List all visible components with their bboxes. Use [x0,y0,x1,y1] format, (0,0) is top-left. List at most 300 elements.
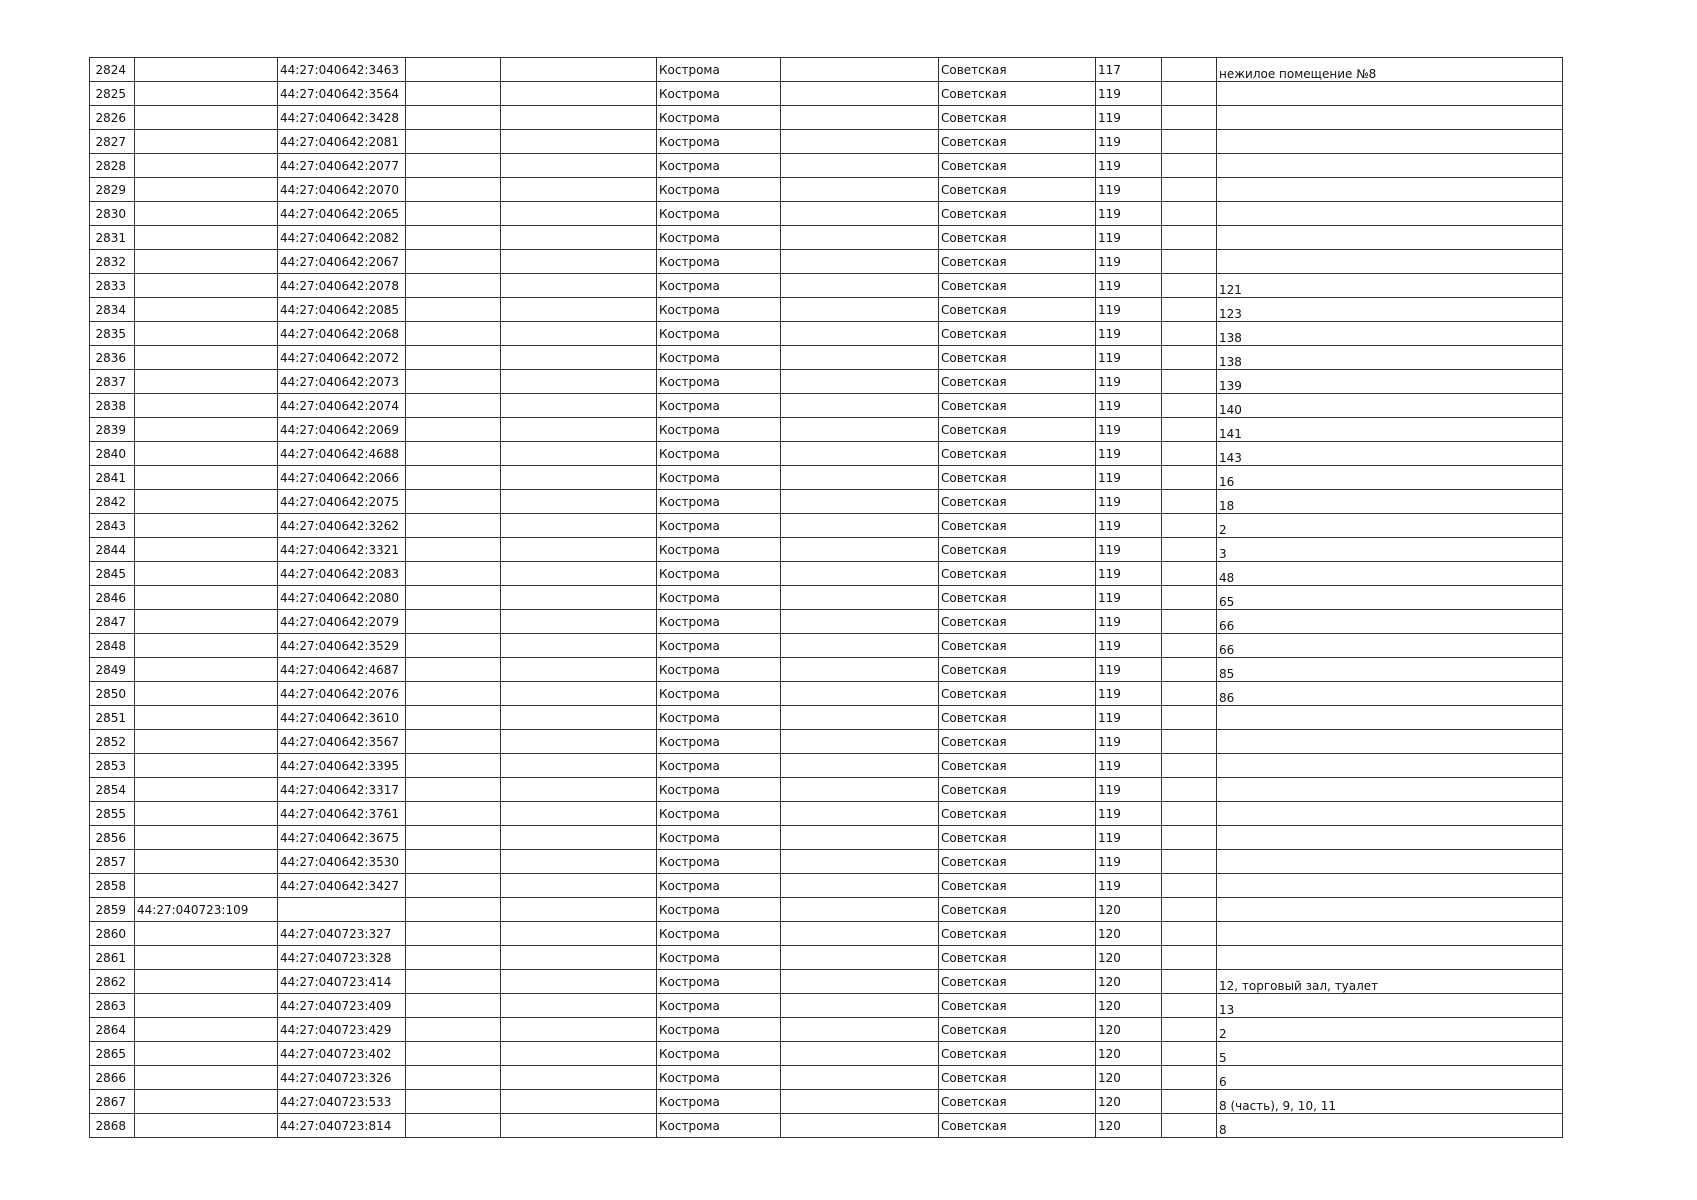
house-number-cell: 120 [1096,970,1162,994]
empty-cell [406,634,501,658]
row-number-cell: 2848 [90,634,135,658]
city-cell: Кострома [657,610,781,634]
empty-cell [781,1114,939,1138]
cadastral-number-cell [135,610,278,634]
city-cell: Кострома [657,586,781,610]
cadastral-number-cell [135,1090,278,1114]
cadastral-number-cell [135,946,278,970]
premises-cadastral-number-cell: 44:27:040642:3529 [278,634,406,658]
street-cell: Советская [939,1090,1096,1114]
row-number-cell: 2852 [90,730,135,754]
empty-cell [1162,370,1217,394]
table-row [90,490,1563,514]
house-number-cell: 119 [1096,418,1162,442]
empty-cell [1162,394,1217,418]
empty-cell [406,706,501,730]
premises-note-cell: 2 [1217,1018,1563,1042]
premises-cadastral-number-cell: 44:27:040642:2078 [278,274,406,298]
empty-cell [501,874,657,898]
premises-note-cell: нежилое помещение №8 [1217,58,1563,82]
premises-cadastral-number-cell: 44:27:040642:2082 [278,226,406,250]
empty-cell [781,706,939,730]
empty-cell [781,730,939,754]
empty-cell [501,346,657,370]
house-number-cell: 120 [1096,1090,1162,1114]
premises-note-cell [1217,826,1563,850]
table-row [90,1018,1563,1042]
premises-note-cell [1217,778,1563,802]
empty-cell [781,130,939,154]
street-cell: Советская [939,634,1096,658]
table-row [90,82,1563,106]
street-cell: Советская [939,442,1096,466]
city-cell: Кострома [657,874,781,898]
table-row [90,1042,1563,1066]
empty-cell [781,586,939,610]
empty-cell [406,1114,501,1138]
empty-cell [781,994,939,1018]
cadastral-number-cell [135,418,278,442]
empty-cell [406,562,501,586]
city-cell: Кострома [657,418,781,442]
empty-cell [406,970,501,994]
table-row [90,298,1563,322]
premises-cadastral-number-cell: 44:27:040723:814 [278,1114,406,1138]
table-row [90,826,1563,850]
empty-cell [406,922,501,946]
cadastral-number-cell [135,154,278,178]
street-cell: Советская [939,994,1096,1018]
table-row [90,130,1563,154]
house-number-cell: 119 [1096,106,1162,130]
cadastral-number-cell [135,322,278,346]
cadastral-number-cell [135,298,278,322]
cadastral-number-cell [135,58,278,82]
row-number-cell: 2855 [90,802,135,826]
street-cell: Советская [939,538,1096,562]
city-cell: Кострома [657,514,781,538]
table-row [90,802,1563,826]
premises-note-cell: 8 [1217,1114,1563,1138]
empty-cell [781,322,939,346]
premises-note-cell: 12, торговый зал, туалет [1217,970,1563,994]
empty-cell [501,778,657,802]
empty-cell [1162,634,1217,658]
row-number-cell: 2859 [90,898,135,922]
cadastral-number-cell [135,658,278,682]
empty-cell [406,514,501,538]
premises-cadastral-number-cell: 44:27:040642:2075 [278,490,406,514]
empty-cell [1162,610,1217,634]
city-cell: Кострома [657,58,781,82]
city-cell: Кострома [657,1114,781,1138]
table-row [90,562,1563,586]
premises-cadastral-number-cell: 44:27:040642:2073 [278,370,406,394]
table-row [90,1114,1563,1138]
city-cell: Кострома [657,106,781,130]
table-row [90,586,1563,610]
cadastral-number-cell [135,394,278,418]
empty-cell [501,106,657,130]
house-number-cell: 120 [1096,946,1162,970]
premises-note-cell [1217,250,1563,274]
empty-cell [1162,946,1217,970]
table-row [90,754,1563,778]
table-row [90,226,1563,250]
premises-note-cell: 3 [1217,538,1563,562]
table-row [90,946,1563,970]
premises-note-cell: 65 [1217,586,1563,610]
empty-cell [781,682,939,706]
row-number-cell: 2829 [90,178,135,202]
premises-cadastral-number-cell: 44:27:040642:2072 [278,346,406,370]
empty-cell [781,778,939,802]
empty-cell [406,82,501,106]
premises-note-cell: 143 [1217,442,1563,466]
house-number-cell: 119 [1096,514,1162,538]
table-row [90,418,1563,442]
row-number-cell: 2854 [90,778,135,802]
empty-cell [781,514,939,538]
empty-cell [501,274,657,298]
empty-cell [781,970,939,994]
empty-cell [406,130,501,154]
table-row [90,610,1563,634]
table-row [90,466,1563,490]
house-number-cell: 119 [1096,874,1162,898]
cadastral-number-cell [135,514,278,538]
house-number-cell: 119 [1096,298,1162,322]
table-row [90,658,1563,682]
city-cell: Кострома [657,682,781,706]
empty-cell [406,586,501,610]
empty-cell [781,610,939,634]
street-cell: Советская [939,730,1096,754]
cadastral-number-cell [135,754,278,778]
empty-cell [781,442,939,466]
row-number-cell: 2849 [90,658,135,682]
cadastral-number-cell [135,82,278,106]
cadastral-number-cell [135,850,278,874]
city-cell: Кострома [657,850,781,874]
empty-cell [781,898,939,922]
row-number-cell: 2853 [90,754,135,778]
house-number-cell: 119 [1096,274,1162,298]
empty-cell [501,394,657,418]
empty-cell [406,250,501,274]
city-cell: Кострома [657,538,781,562]
premises-cadastral-number-cell: 44:27:040642:3610 [278,706,406,730]
table-row [90,202,1563,226]
street-cell: Советская [939,802,1096,826]
premises-note-cell [1217,802,1563,826]
street-cell: Советская [939,778,1096,802]
premises-note-cell: 66 [1217,634,1563,658]
empty-cell [1162,682,1217,706]
house-number-cell: 119 [1096,370,1162,394]
empty-cell [501,970,657,994]
empty-cell [501,130,657,154]
empty-cell [781,370,939,394]
table-row [90,274,1563,298]
cadastral-number-cell [135,706,278,730]
empty-cell [501,1018,657,1042]
table-row [90,850,1563,874]
premises-note-cell: 121 [1217,274,1563,298]
premises-note-cell: 138 [1217,322,1563,346]
cadastral-number-cell [135,442,278,466]
premises-cadastral-number-cell: 44:27:040642:3530 [278,850,406,874]
street-cell: Советская [939,226,1096,250]
empty-cell [1162,298,1217,322]
premises-note-cell: 139 [1217,370,1563,394]
premises-cadastral-number-cell: 44:27:040642:3428 [278,106,406,130]
premises-cadastral-number-cell: 44:27:040723:533 [278,1090,406,1114]
premises-note-cell: 5 [1217,1042,1563,1066]
premises-cadastral-number-cell: 44:27:040642:2074 [278,394,406,418]
house-number-cell: 119 [1096,682,1162,706]
premises-cadastral-number-cell: 44:27:040642:3564 [278,82,406,106]
house-number-cell: 119 [1096,562,1162,586]
city-cell: Кострома [657,730,781,754]
empty-cell [501,370,657,394]
empty-cell [781,1042,939,1066]
row-number-cell: 2831 [90,226,135,250]
table-row [90,106,1563,130]
empty-cell [781,154,939,178]
empty-cell [501,850,657,874]
empty-cell [501,82,657,106]
empty-cell [1162,586,1217,610]
table-row [90,250,1563,274]
house-number-cell: 119 [1096,850,1162,874]
premises-note-cell [1217,946,1563,970]
empty-cell [501,58,657,82]
empty-cell [781,250,939,274]
premises-cadastral-number-cell: 44:27:040642:2065 [278,202,406,226]
row-number-cell: 2833 [90,274,135,298]
premises-note-cell: 48 [1217,562,1563,586]
empty-cell [1162,1042,1217,1066]
premises-note-cell [1217,178,1563,202]
city-cell: Кострома [657,154,781,178]
empty-cell [501,946,657,970]
row-number-cell: 2830 [90,202,135,226]
premises-cadastral-number-cell: 44:27:040642:3761 [278,802,406,826]
street-cell: Советская [939,1114,1096,1138]
cadastral-number-cell [135,1114,278,1138]
city-cell: Кострома [657,442,781,466]
property-register-table [89,57,1563,1138]
premises-note-cell [1217,154,1563,178]
city-cell: Кострома [657,346,781,370]
street-cell: Советская [939,1042,1096,1066]
premises-cadastral-number-cell: 44:27:040642:3463 [278,58,406,82]
row-number-cell: 2857 [90,850,135,874]
premises-note-cell [1217,874,1563,898]
house-number-cell: 119 [1096,394,1162,418]
table-row [90,1090,1563,1114]
table-row [90,994,1563,1018]
cadastral-number-cell [135,202,278,226]
row-number-cell: 2842 [90,490,135,514]
empty-cell [781,298,939,322]
city-cell: Кострома [657,178,781,202]
table-body [90,58,1563,1138]
house-number-cell: 119 [1096,178,1162,202]
table-row [90,706,1563,730]
city-cell: Кострома [657,994,781,1018]
empty-cell [1162,994,1217,1018]
house-number-cell: 119 [1096,826,1162,850]
street-cell: Советская [939,754,1096,778]
empty-cell [406,466,501,490]
premises-cadastral-number-cell: 44:27:040642:2077 [278,154,406,178]
premises-cadastral-number-cell: 44:27:040642:3262 [278,514,406,538]
house-number-cell: 119 [1096,202,1162,226]
premises-note-cell: 86 [1217,682,1563,706]
empty-cell [406,322,501,346]
city-cell: Кострома [657,802,781,826]
street-cell: Советская [939,970,1096,994]
empty-cell [501,1090,657,1114]
premises-cadastral-number-cell: 44:27:040723:429 [278,1018,406,1042]
row-number-cell: 2841 [90,466,135,490]
premises-cadastral-number-cell: 44:27:040642:3395 [278,754,406,778]
city-cell: Кострома [657,1090,781,1114]
empty-cell [781,946,939,970]
empty-cell [406,346,501,370]
house-number-cell: 119 [1096,250,1162,274]
empty-cell [501,490,657,514]
city-cell: Кострома [657,1066,781,1090]
empty-cell [406,802,501,826]
street-cell: Советская [939,250,1096,274]
table-row [90,682,1563,706]
empty-cell [1162,442,1217,466]
empty-cell [781,802,939,826]
cadastral-number-cell [135,1018,278,1042]
empty-cell [501,634,657,658]
table-row [90,58,1563,82]
table-row [90,514,1563,538]
house-number-cell: 119 [1096,154,1162,178]
empty-cell [501,994,657,1018]
empty-cell [406,850,501,874]
empty-cell [781,82,939,106]
empty-cell [501,298,657,322]
empty-cell [501,754,657,778]
table-row [90,778,1563,802]
cadastral-number-cell [135,874,278,898]
premises-cadastral-number-cell: 44:27:040642:2080 [278,586,406,610]
street-cell: Советская [939,298,1096,322]
empty-cell [406,1042,501,1066]
empty-cell [501,202,657,226]
house-number-cell: 120 [1096,994,1162,1018]
empty-cell [1162,778,1217,802]
street-cell: Советская [939,610,1096,634]
premises-cadastral-number-cell: 44:27:040642:2076 [278,682,406,706]
street-cell: Советская [939,826,1096,850]
premises-cadastral-number-cell: 44:27:040723:327 [278,922,406,946]
row-number-cell: 2840 [90,442,135,466]
premises-cadastral-number-cell: 44:27:040642:3427 [278,874,406,898]
street-cell: Советская [939,658,1096,682]
empty-cell [1162,226,1217,250]
empty-cell [781,490,939,514]
city-cell: Кострома [657,634,781,658]
row-number-cell: 2828 [90,154,135,178]
empty-cell [1162,562,1217,586]
city-cell: Кострома [657,82,781,106]
house-number-cell: 120 [1096,1066,1162,1090]
premises-note-cell: 6 [1217,1066,1563,1090]
street-cell: Советская [939,322,1096,346]
house-number-cell: 119 [1096,130,1162,154]
empty-cell [406,1090,501,1114]
empty-cell [406,106,501,130]
empty-cell [1162,658,1217,682]
street-cell: Советская [939,586,1096,610]
empty-cell [501,1114,657,1138]
empty-cell [501,442,657,466]
house-number-cell: 119 [1096,226,1162,250]
street-cell: Советская [939,178,1096,202]
row-number-cell: 2843 [90,514,135,538]
house-number-cell: 119 [1096,802,1162,826]
premises-note-cell [1217,730,1563,754]
empty-cell [501,586,657,610]
empty-cell [1162,202,1217,226]
row-number-cell: 2866 [90,1066,135,1090]
row-number-cell: 2835 [90,322,135,346]
empty-cell [1162,490,1217,514]
premises-note-cell [1217,130,1563,154]
empty-cell [406,730,501,754]
city-cell: Кострома [657,898,781,922]
premises-note-cell: 66 [1217,610,1563,634]
cadastral-number-cell: 44:27:040723:109 [135,898,278,922]
premises-note-cell [1217,922,1563,946]
row-number-cell: 2845 [90,562,135,586]
city-cell: Кострома [657,658,781,682]
empty-cell [501,706,657,730]
house-number-cell: 120 [1096,922,1162,946]
row-number-cell: 2839 [90,418,135,442]
empty-cell [406,370,501,394]
empty-cell [781,106,939,130]
city-cell: Кострома [657,130,781,154]
table-row [90,898,1563,922]
table-row [90,154,1563,178]
cadastral-number-cell [135,370,278,394]
cadastral-number-cell [135,346,278,370]
premises-cadastral-number-cell: 44:27:040642:2066 [278,466,406,490]
empty-cell [781,202,939,226]
house-number-cell: 119 [1096,586,1162,610]
row-number-cell: 2834 [90,298,135,322]
cadastral-number-cell [135,586,278,610]
premises-note-cell: 140 [1217,394,1563,418]
empty-cell [406,994,501,1018]
empty-cell [1162,538,1217,562]
row-number-cell: 2846 [90,586,135,610]
row-number-cell: 2838 [90,394,135,418]
cadastral-number-cell [135,106,278,130]
empty-cell [1162,802,1217,826]
empty-cell [501,802,657,826]
